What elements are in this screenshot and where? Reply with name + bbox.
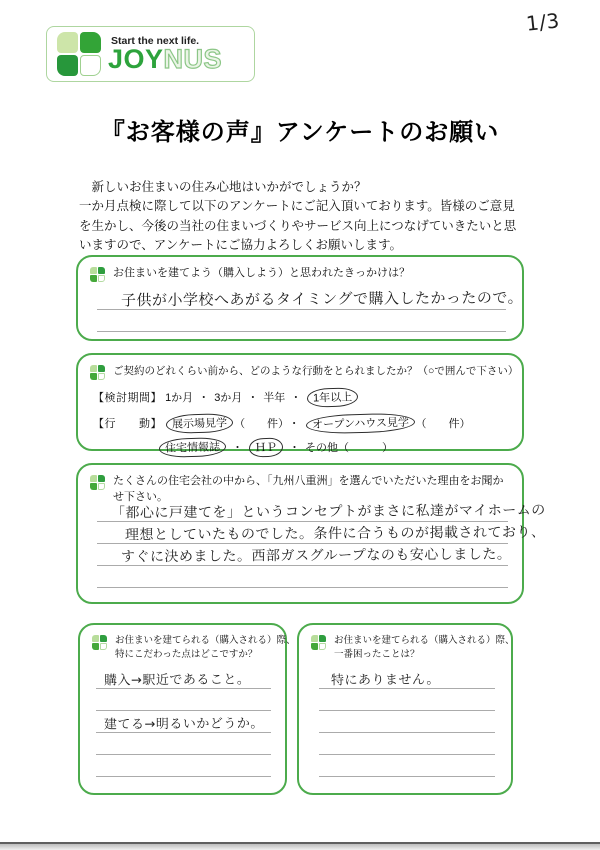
answer-line bbox=[96, 689, 271, 711]
question-box-reason bbox=[76, 463, 546, 604]
q2-action-row2: 住宅情報誌 ・ ＨＰ ・ その他（ ） bbox=[143, 438, 522, 457]
logo-wordmark bbox=[108, 46, 222, 73]
q2-showroom-count-field: （ 件） bbox=[234, 418, 284, 430]
q3-answer-area bbox=[97, 500, 546, 588]
q1-handwritten-answer: 子供が小学校へあがるタイミングで購入したかったので。 bbox=[120, 288, 524, 310]
clover-bullet-icon bbox=[90, 475, 106, 491]
q2-option-1year-circled: 1年以上 bbox=[307, 387, 359, 407]
page-title: 『お客様の声』アンケートのお願い bbox=[100, 119, 500, 146]
clover-bullet-icon bbox=[311, 635, 327, 651]
answer-line bbox=[96, 667, 271, 689]
q4-handwritten-answer-1: 購入→駅近であること。 bbox=[103, 672, 251, 689]
q2-option-1month: 1か月 bbox=[165, 392, 194, 404]
q2-option-3month: 3か月 bbox=[214, 392, 243, 404]
question-box-trigger bbox=[76, 255, 524, 341]
question-box-biggest-trouble bbox=[297, 623, 513, 795]
joynus-logo bbox=[46, 26, 255, 82]
intro-paragraph bbox=[79, 178, 526, 256]
intro-body: 一か月点検に際して以下のアンケートにご記入頂いております。皆様のご意見を生かし、今後の当社の住まいづくりやサービス向上につなげていきたいと思いますので、アンケートにご協力よろしくお願いします。 bbox=[79, 199, 517, 253]
q2-question: ご契約のどれくらい前から、どのような行動をとられましたか？（○で囲んで下さい） bbox=[113, 365, 519, 377]
logo-tagline: Start the next life. bbox=[111, 35, 200, 47]
q5-handwritten-answer-1: 特にありません。 bbox=[330, 672, 440, 689]
q4-handwritten-answer-2: 建てる→明るいかどうか。 bbox=[103, 716, 264, 733]
intro-line1: 新しいお住まいの住み心地はいかがでしょうか？ bbox=[91, 180, 367, 194]
q2-action-label: 【行 動】 bbox=[93, 418, 162, 430]
q1-answer-area bbox=[97, 288, 524, 332]
q5-question: お住まいを建てられる（購入される）際、 一番困ったことは？ bbox=[334, 635, 515, 661]
answer-line bbox=[97, 500, 546, 522]
q4-question: お住まいを建てられる（購入される）際、 特にこだわった点はどこですか？ bbox=[115, 635, 296, 661]
answer-line bbox=[319, 755, 495, 777]
answer-line bbox=[97, 288, 524, 310]
answer-line bbox=[97, 544, 512, 566]
answer-line bbox=[96, 733, 271, 755]
question-box-actions bbox=[76, 353, 524, 455]
clover-bullet-icon bbox=[92, 635, 108, 651]
answer-line bbox=[97, 566, 508, 588]
q2-option-halfyear: 半年 bbox=[263, 392, 286, 404]
q2-option-showroom-circled: 展示場見学 bbox=[166, 413, 233, 434]
q1-question: お住まいを建てよう（購入しよう）と思われたきっかけは？ bbox=[113, 267, 410, 279]
q3-handwritten-answer-3: すぐに決めました。西部ガスグループなのも安心しました。 bbox=[120, 546, 512, 566]
q3-handwritten-answer-2: 理想としていたものでした。条件に合うものが掲載されており、 bbox=[124, 524, 546, 544]
q2-openhouse-count-field: （ 件） bbox=[415, 418, 471, 430]
scanner-edge-shadow bbox=[0, 844, 600, 850]
logo-wordmark-nus: NUS bbox=[163, 44, 223, 74]
answer-line bbox=[319, 689, 495, 711]
clover-bullet-icon bbox=[90, 365, 106, 381]
answer-line bbox=[96, 711, 271, 733]
answer-line bbox=[96, 755, 271, 777]
q2-option-magazine-circled: 住宅情報誌 bbox=[159, 437, 226, 458]
q2-option-openhouse-circled: オープンハウス見学 bbox=[305, 413, 414, 435]
q2-period-label: 【検討期間】 bbox=[93, 392, 162, 404]
answer-line bbox=[319, 667, 495, 689]
question-box-particular-points bbox=[78, 623, 296, 795]
clover-bullet-icon bbox=[90, 267, 106, 283]
answer-line bbox=[97, 310, 506, 332]
logo-wordmark-joy: JOY bbox=[108, 44, 164, 74]
answer-line bbox=[319, 733, 495, 755]
q2-period-row: 【検討期間】 1か月 ・ 3か月 ・ 半年 ・ 1年以上 bbox=[78, 388, 522, 407]
q5-answer-area bbox=[319, 667, 495, 777]
answer-line bbox=[319, 711, 495, 733]
clover-logo-icon bbox=[57, 32, 103, 76]
q2-option-other: その他（ ） bbox=[305, 442, 393, 454]
q4-answer-area bbox=[96, 667, 271, 777]
q3-handwritten-answer-1: 「都心に戸建てを」というコンセプトがまさに私達がマイホームの bbox=[110, 502, 546, 522]
answer-line bbox=[97, 522, 546, 544]
handwritten-page-number: 1/3 bbox=[524, 8, 561, 36]
q2-option-hp-circled: ＨＰ bbox=[249, 438, 283, 458]
q3-question: たくさんの住宅会社の中から、「九州八重洲」を選んでいただいた理由をお聞か せ下さい。 bbox=[113, 475, 504, 503]
q2-action-row1: 【行 動】 展示場見学 （ 件） ・ オープンハウス見学 （ 件） bbox=[78, 414, 522, 433]
